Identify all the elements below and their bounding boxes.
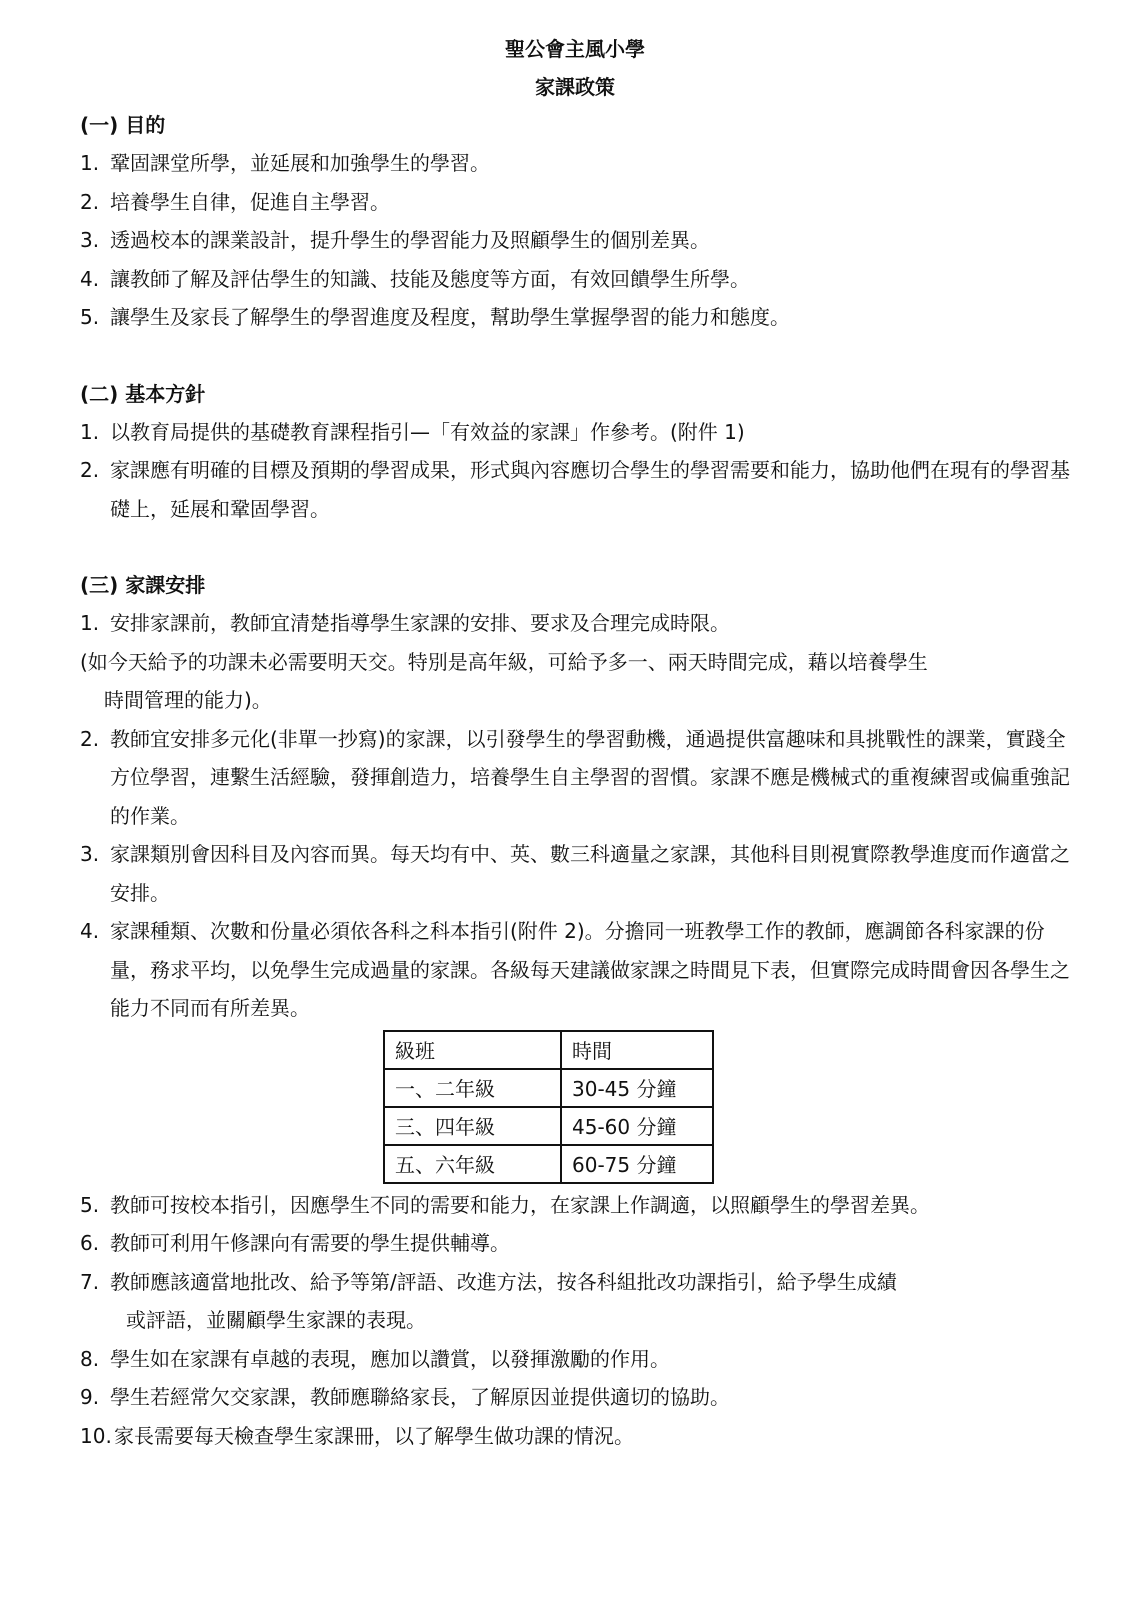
table-cell: 五、六年級	[384, 1145, 561, 1183]
table-header-row	[384, 1031, 713, 1069]
document-page	[80, 30, 1070, 1455]
table-cell: 30-45 分鐘	[561, 1069, 713, 1107]
item-number: 2.	[80, 458, 100, 482]
homework-time-table	[383, 1030, 714, 1184]
list-item	[80, 183, 1070, 222]
item-text: 或評語，並關顧學生家課的表現。	[126, 1308, 426, 1332]
item-number: 3.	[80, 842, 100, 866]
table-row	[384, 1069, 713, 1107]
item-number: 5.	[80, 305, 100, 329]
section-heading: (三) 家課安排	[80, 573, 206, 597]
document-title: 家課政策	[535, 75, 615, 99]
item-text: 安排家課前，教師宜清楚指導學生家課的安排、要求及合理完成時限。	[110, 611, 730, 635]
list-item	[80, 1224, 1070, 1263]
note-line: 時間管理的能力)。	[104, 688, 272, 712]
item-text: 教師可按校本指引，因應學生不同的需要和能力，在家課上作調適，以照顧學生的學習差異。	[110, 1192, 930, 1217]
list-item	[80, 1378, 1070, 1417]
item-number: 1.	[80, 151, 100, 175]
list-item	[80, 260, 1070, 299]
list-item	[80, 144, 1070, 183]
list-item	[80, 1263, 1070, 1340]
list-item	[80, 413, 1070, 452]
list-item	[80, 451, 1070, 528]
list-item	[80, 835, 1070, 912]
item-text: 學生如在家課有卓越的表現，應加以讚賞，以發揮激勵的作用。	[110, 1346, 670, 1371]
item-number: 10.	[80, 1423, 112, 1448]
list-item	[80, 604, 1070, 643]
item-number: 4.	[80, 266, 100, 291]
section-heading: (一) 目的	[80, 113, 166, 137]
item-text: 透過校本的課業設計，提升學生的學習能力及照顧學生的個別差異。	[110, 228, 710, 252]
item-text: 以教育局提供的基礎教育課程指引—「有效益的家課」作參考。(附件 1)	[110, 419, 745, 444]
item-text: 家課類別會因科目及內容而異。每天均有中、英、數三科適量之家課，其他科目則視實際教學進度而作適當之安排。	[110, 842, 1070, 905]
item-number: 2.	[80, 189, 100, 214]
table-row	[384, 1145, 713, 1183]
item-text: 教師應該適當地批改、給予等第/評語、改進方法，按各科組批改功課指引，給予學生成績	[110, 1269, 897, 1294]
item-number: 5.	[80, 1192, 100, 1217]
item-number: 7.	[80, 1269, 100, 1294]
school-name: 聖公會主風小學	[505, 37, 645, 61]
table-cell: 三、四年級	[384, 1107, 561, 1145]
note-line: (如今天給予的功課未必需要明天交。特別是高年級，可給予多一、兩天時間完成，藉以培養學生	[80, 649, 928, 674]
item-number: 1.	[80, 611, 100, 635]
item-text: 學生若經常欠交家課，教師應聯絡家長，了解原因並提供適切的協助。	[110, 1385, 730, 1409]
section-heading: (二) 基本方針	[80, 381, 206, 406]
item-number: 1.	[80, 419, 100, 444]
section-arrangement	[80, 566, 1070, 1455]
section-purpose	[80, 106, 1070, 337]
table-cell: 60-75 分鐘	[561, 1145, 713, 1183]
item-text: 培養學生自律，促進自主學習。	[110, 189, 390, 214]
table-cell: 45-60 分鐘	[561, 1107, 713, 1145]
table-row	[384, 1107, 713, 1145]
note-paragraph	[80, 643, 1070, 720]
item-text: 家長需要每天檢查學生家課冊，以了解學生做功課的情況。	[114, 1423, 634, 1448]
list-item	[80, 912, 1070, 1028]
list-item	[80, 1417, 1070, 1456]
item-number: 8.	[80, 1346, 100, 1371]
list-item	[80, 1186, 1070, 1225]
item-text: 家課種類、次數和份量必須依各科之科本指引(附件 2)。分擔同一班教學工作的教師，應調節各科家課的份量，務求平均，以免學生完成過量的家課。各級每天建議做家課之時間見下表，但實際完成時間會因各學生之能力不同而有所差異。	[110, 919, 1070, 1020]
list-item	[80, 720, 1070, 836]
item-text: 讓教師了解及評估學生的知識、技能及態度等方面，有效回饋學生所學。	[110, 266, 750, 291]
item-number: 4.	[80, 919, 100, 943]
section-principles	[80, 375, 1070, 529]
item-number: 9.	[80, 1385, 100, 1409]
list-item	[80, 221, 1070, 260]
item-text: 家課應有明確的目標及預期的學習成果，形式與內容應切合學生的學習需要和能力，協助他們在現有的學習基礎上，延展和鞏固學習。	[110, 458, 1070, 521]
item-number: 3.	[80, 228, 100, 252]
item-text: 教師宜安排多元化(非單一抄寫)的家課，以引發學生的學習動機，通過提供富趣味和具挑戰性的課業，實踐全方位學習，連繫生活經驗，發揮創造力，培養學生自主學習的習慣。家課不應是機械式的重複練習或偏重強記的作業。	[110, 726, 1070, 828]
item-number: 6.	[80, 1231, 100, 1255]
item-text-block	[110, 1263, 1070, 1340]
item-text: 鞏固課堂所學，並延展和加強學生的學習。	[110, 151, 490, 175]
list-item	[80, 298, 1070, 337]
item-number: 2.	[80, 726, 100, 751]
item-text: 教師可利用午修課向有需要的學生提供輔導。	[110, 1231, 510, 1255]
list-item	[80, 1340, 1070, 1379]
item-text: 讓學生及家長了解學生的學習進度及程度，幫助學生掌握學習的能力和態度。	[110, 305, 790, 329]
table-cell: 一、二年級	[384, 1069, 561, 1107]
table-header: 時間	[561, 1031, 713, 1069]
table-header: 級班	[384, 1031, 561, 1069]
